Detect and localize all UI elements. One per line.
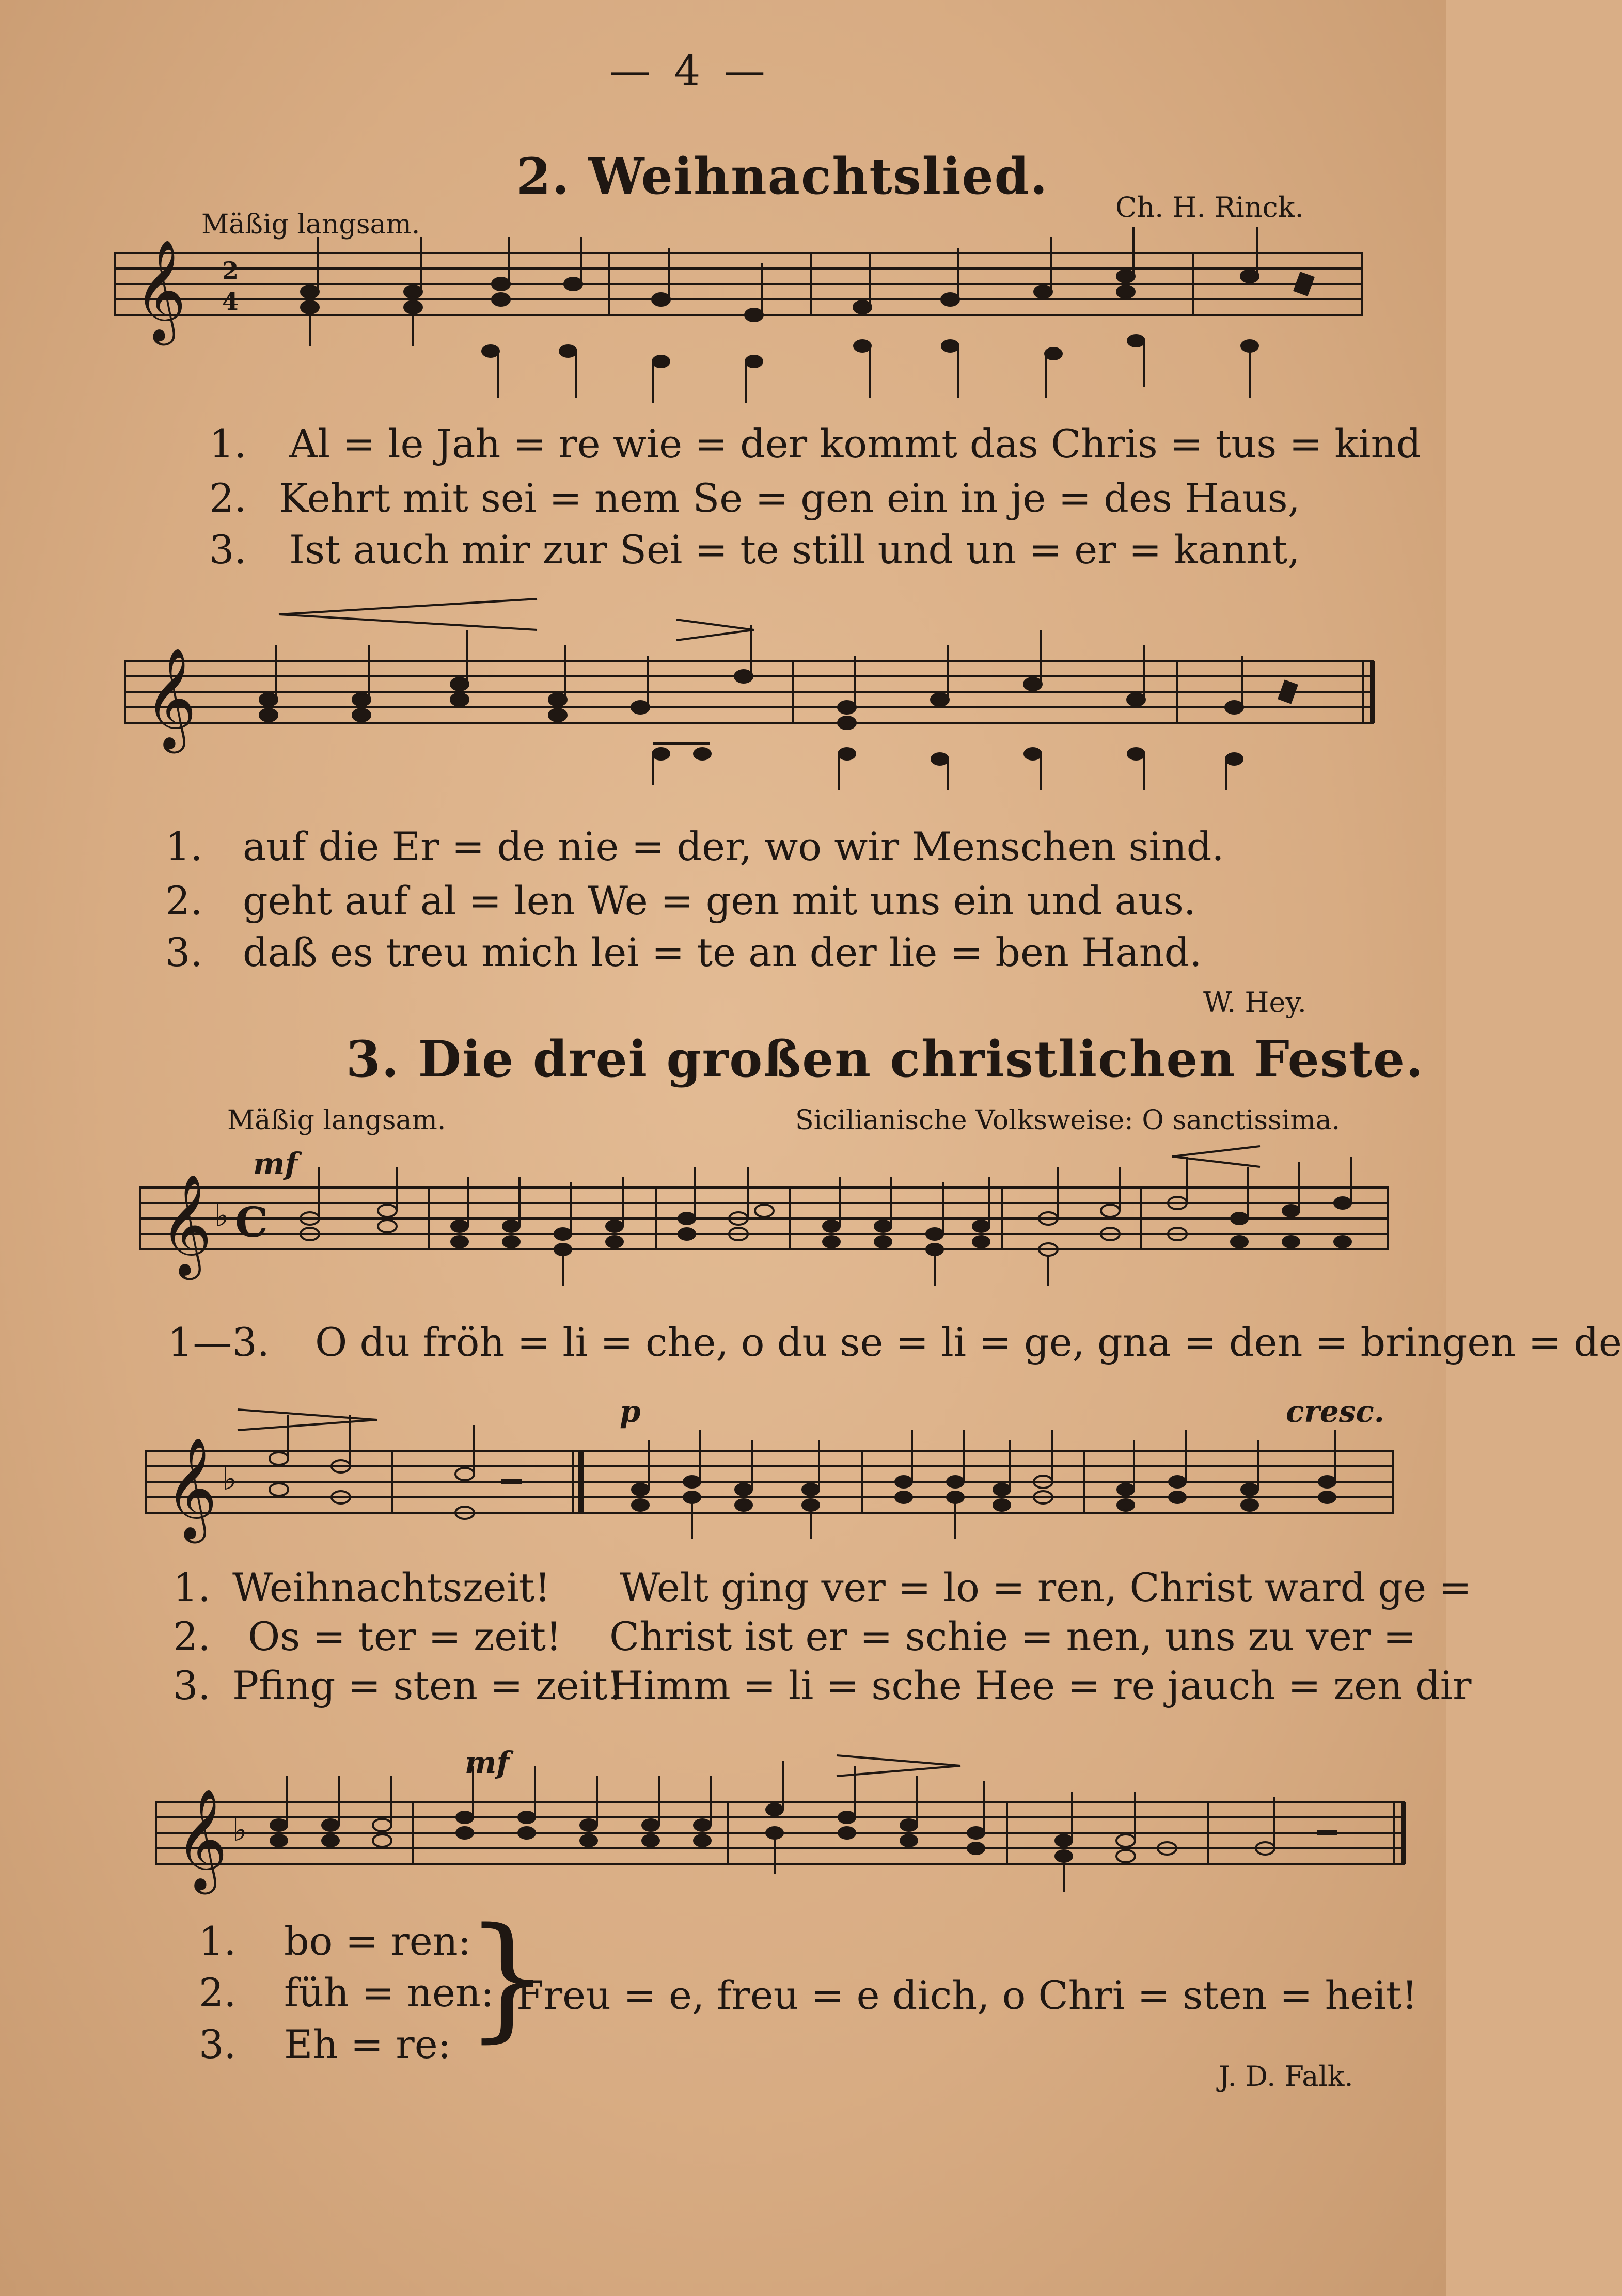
hymn2-s1-verse2-num: 2. — [209, 475, 247, 521]
hymn2-s1-verse3-num: 3. — [209, 527, 247, 573]
hymn3-staff-3 — [155, 1745, 1415, 1900]
hymn3-dynamic-mf-1: mf — [253, 1146, 298, 1181]
hymn3-s3-verse1-text: bo = ren: — [284, 1918, 471, 1964]
hymn3-s2-verse1-left: Weihnachtszeit! — [232, 1564, 550, 1610]
hymn3-s3-verse2-num: 2. — [199, 1970, 237, 2016]
hymn2-s1-verse2-text: Kehrt mit sei = nem Se = gen ein in je = des Haus, — [279, 475, 1300, 521]
hymn2-tempo: Mäßig langsam. — [201, 209, 420, 240]
hymn2-s2-verse2-num: 2. — [165, 878, 203, 924]
hymn3-title: 3. Die drei großen christlichen Feste. — [346, 1030, 1424, 1088]
hymn2-lyricist: W. Hey. — [1203, 986, 1306, 1019]
hymn3-author: J. D. Falk. — [1219, 2060, 1353, 2093]
svg-text:𝄞: 𝄞 — [165, 1437, 217, 1539]
svg-text:♭: ♭ — [222, 1461, 237, 1497]
svg-text:♭: ♭ — [232, 1812, 247, 1848]
svg-text:♭: ♭ — [214, 1198, 229, 1234]
hymn3-s2-verse3-num: 3. — [173, 1662, 211, 1708]
hymn3-s1-num: 1—3. — [168, 1319, 270, 1365]
hymn3-s3-verse2-text: füh = nen: — [284, 1970, 494, 2016]
hymn3-dynamic-mf-2: mf — [465, 1745, 510, 1780]
hymn2-title: 2. Weihnachtslied. — [516, 147, 1049, 205]
hymn2-s2-verse1-text: auf die Er = de nie = der, wo wir Menschen sind. — [243, 824, 1224, 869]
hymn3-s2-verse2-right: Christ ist er = schie = nen, uns zu ver = — [609, 1613, 1416, 1659]
hymn3-s2-verse1-num: 1. — [173, 1564, 211, 1610]
hymn3-s3-verse3-text: Eh = re: — [284, 2021, 451, 2067]
hymn3-s2-verse3-right: Himm = li = sche Hee = re jauch = zen dir — [609, 1662, 1472, 1708]
svg-text:2: 2 — [222, 257, 239, 284]
svg-text:𝄞: 𝄞 — [134, 239, 186, 341]
hymn3-tempo: Mäßig langsam. — [227, 1105, 446, 1136]
hymn3-dynamic-cresc: cresc. — [1286, 1394, 1384, 1429]
hymn3-s2-verse3-left: Pfing = sten = zeit! — [232, 1662, 624, 1708]
hymn2-composer: Ch. H. Rinck. — [1115, 191, 1304, 224]
verse-brace: } — [465, 1899, 550, 2055]
hymn3-melody-source: Sicilianische Volksweise: O sanctissima. — [795, 1105, 1341, 1136]
hymn2-staff-2 — [124, 589, 1379, 795]
hymn2-s2-verse3-text: daß es treu mich lei = te an der lie = ben Hand. — [243, 929, 1202, 975]
hymn3-s1-text: O du fröh = li = che, o du se = li = ge, gna = den = bringen = de — [315, 1319, 1622, 1365]
svg-text:C: C — [235, 1198, 268, 1246]
svg-text:𝄞: 𝄞 — [160, 1174, 212, 1276]
hymn3-s2-verse2-left: Os = ter = zeit! — [248, 1613, 562, 1659]
hymn3-s3-verse3-num: 3. — [199, 2021, 237, 2067]
hymn3-s2-verse1-right: Welt ging ver = lo = ren, Christ ward ge = — [620, 1564, 1472, 1610]
hymn2-staff-1 — [114, 239, 1374, 408]
hymn3-staff-1 — [139, 1146, 1399, 1301]
svg-text:𝄞: 𝄞 — [176, 1788, 228, 1890]
page-number: — 4 — — [609, 46, 770, 94]
hymn3-s2-verse2-num: 2. — [173, 1613, 211, 1659]
hymn2-s2-verse2-text: geht auf al = len We = gen mit uns ein und aus. — [243, 878, 1196, 924]
hymn2-s1-verse1-num: 1. — [209, 421, 247, 467]
hymn3-staff-2 — [145, 1394, 1405, 1549]
svg-text:𝄞: 𝄞 — [145, 647, 197, 749]
hymn2-s1-verse3-text: Ist auch mir zur Sei = te still und un = er = kannt, — [289, 527, 1300, 573]
hymn2-s1-verse1-text: Al = le Jah = re wie = der kommt das Chris = tus = kind — [289, 421, 1422, 467]
hymn3-refrain: Freu = e, freu = e dich, o Chri = sten = heit! — [516, 1972, 1418, 2018]
hymn2-s2-verse1-num: 1. — [165, 824, 203, 869]
svg-text:4: 4 — [222, 288, 239, 315]
hymn3-s3-verse1-num: 1. — [199, 1918, 237, 1964]
hymn2-s2-verse3-num: 3. — [165, 929, 203, 975]
hymn3-dynamic-p: p — [620, 1394, 641, 1429]
